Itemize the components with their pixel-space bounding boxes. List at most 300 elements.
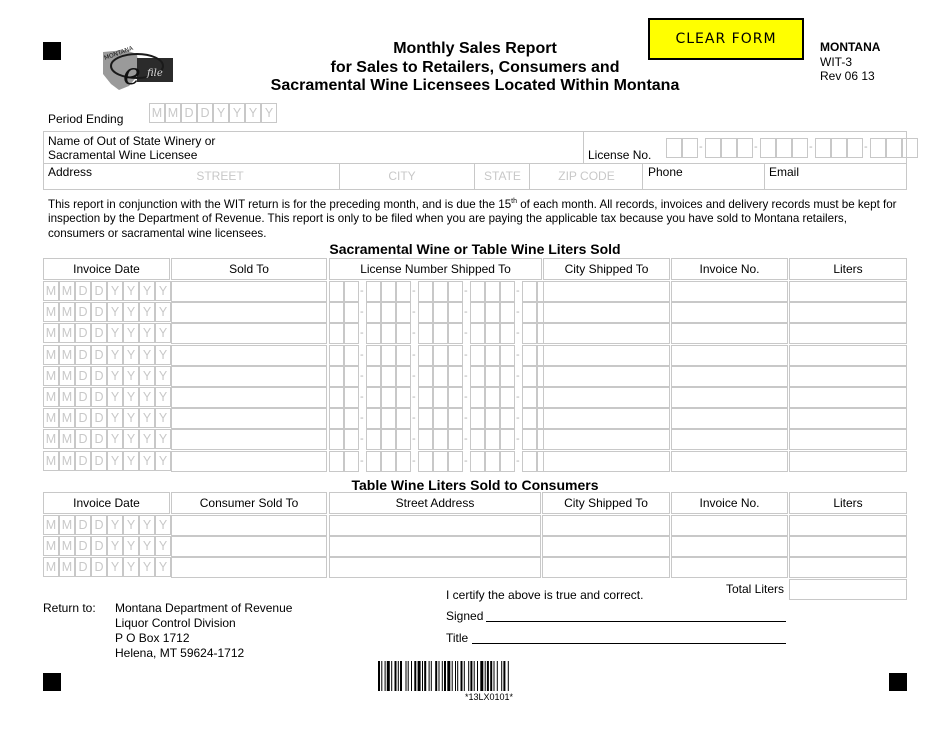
license-digit-box[interactable] xyxy=(329,302,344,323)
license-digit-box[interactable] xyxy=(344,366,359,387)
date-digit-placeholder[interactable]: Y xyxy=(107,323,123,343)
license-digit-box[interactable] xyxy=(381,345,396,366)
license-digit-box[interactable] xyxy=(448,408,463,429)
date-digit-placeholder[interactable]: Y xyxy=(107,302,123,322)
table-cell-input[interactable] xyxy=(789,408,907,429)
license-number-input[interactable] xyxy=(329,345,542,366)
date-digit-placeholder[interactable]: M xyxy=(43,366,59,386)
date-digit-placeholder[interactable]: M xyxy=(59,323,75,343)
license-digit-box[interactable] xyxy=(418,345,433,366)
license-digit-box[interactable] xyxy=(448,429,463,450)
table-cell-input[interactable] xyxy=(543,429,670,450)
date-digit-placeholder[interactable]: Y xyxy=(107,515,123,535)
date-digit-placeholder[interactable]: D xyxy=(91,302,107,322)
license-digit-box[interactable] xyxy=(448,302,463,323)
license-digit-box[interactable] xyxy=(485,429,500,450)
license-digit-box[interactable] xyxy=(485,345,500,366)
date-digit-placeholder[interactable]: D xyxy=(75,366,91,386)
license-digit-box[interactable] xyxy=(760,138,776,158)
date-digit-placeholder[interactable]: M xyxy=(59,281,75,301)
date-digit-placeholder[interactable]: D xyxy=(197,103,213,123)
license-number-input[interactable] xyxy=(329,302,542,323)
table-cell-input[interactable] xyxy=(789,302,907,323)
date-digit-placeholder[interactable]: M xyxy=(59,429,75,449)
license-digit-box[interactable] xyxy=(381,408,396,429)
license-digit-box[interactable] xyxy=(705,138,721,158)
date-digit-placeholder[interactable]: M xyxy=(43,323,59,343)
license-digit-box[interactable] xyxy=(470,366,485,387)
license-digit-box[interactable] xyxy=(470,345,485,366)
license-digit-box[interactable] xyxy=(485,387,500,408)
date-digit-placeholder[interactable]: Y xyxy=(155,515,171,535)
license-digit-box[interactable] xyxy=(500,387,515,408)
license-digit-box[interactable] xyxy=(396,302,411,323)
table-cell-input[interactable] xyxy=(671,536,788,557)
table-cell-input[interactable] xyxy=(789,281,907,302)
invoice-date-input[interactable] xyxy=(43,302,171,322)
license-digit-box[interactable] xyxy=(737,138,753,158)
license-digit-box[interactable] xyxy=(366,366,381,387)
license-digit-box[interactable] xyxy=(470,323,485,344)
table-cell-input[interactable] xyxy=(543,302,670,323)
license-digit-box[interactable] xyxy=(448,281,463,302)
date-digit-placeholder[interactable]: M xyxy=(59,536,75,556)
license-digit-box[interactable] xyxy=(396,281,411,302)
table-cell-input[interactable] xyxy=(171,408,327,429)
license-digit-box[interactable] xyxy=(500,451,515,472)
table-cell-input[interactable] xyxy=(171,536,327,557)
license-digit-box[interactable] xyxy=(344,408,359,429)
license-digit-box[interactable] xyxy=(366,429,381,450)
date-digit-placeholder[interactable]: D xyxy=(91,387,107,407)
date-digit-placeholder[interactable]: D xyxy=(91,366,107,386)
license-digit-box[interactable] xyxy=(418,323,433,344)
date-digit-placeholder[interactable]: M xyxy=(43,515,59,535)
date-digit-placeholder[interactable]: Y xyxy=(139,429,155,449)
license-digit-box[interactable] xyxy=(433,408,448,429)
license-number-input[interactable] xyxy=(329,366,542,387)
invoice-date-input[interactable] xyxy=(43,281,171,301)
license-digit-box[interactable] xyxy=(396,429,411,450)
date-digit-placeholder[interactable]: D xyxy=(75,515,91,535)
table-cell-input[interactable] xyxy=(171,302,327,323)
license-digit-box[interactable] xyxy=(329,323,344,344)
date-digit-placeholder[interactable]: D xyxy=(75,451,91,471)
date-digit-placeholder[interactable]: D xyxy=(91,515,107,535)
table-cell-input[interactable] xyxy=(542,557,670,578)
date-digit-placeholder[interactable]: Y xyxy=(107,536,123,556)
date-digit-placeholder[interactable]: M xyxy=(43,302,59,322)
date-digit-placeholder[interactable]: D xyxy=(75,408,91,428)
date-digit-placeholder[interactable]: M xyxy=(43,345,59,365)
license-digit-box[interactable] xyxy=(381,387,396,408)
license-digit-box[interactable] xyxy=(344,323,359,344)
license-digit-box[interactable] xyxy=(366,408,381,429)
license-digit-box[interactable] xyxy=(448,366,463,387)
license-digit-box[interactable] xyxy=(433,451,448,472)
date-digit-placeholder[interactable]: D xyxy=(181,103,197,123)
date-digit-placeholder[interactable]: D xyxy=(91,345,107,365)
date-digit-placeholder[interactable]: Y xyxy=(139,451,155,471)
license-digit-box[interactable] xyxy=(418,429,433,450)
license-digit-box[interactable] xyxy=(396,408,411,429)
date-digit-placeholder[interactable]: Y xyxy=(139,557,155,577)
table-cell-input[interactable] xyxy=(171,281,327,302)
date-digit-placeholder[interactable]: Y xyxy=(155,557,171,577)
table-cell-input[interactable] xyxy=(543,323,670,344)
table-cell-input[interactable] xyxy=(329,557,541,578)
license-digit-box[interactable] xyxy=(329,387,344,408)
license-digit-box[interactable] xyxy=(485,451,500,472)
date-digit-placeholder[interactable]: Y xyxy=(139,536,155,556)
license-digit-box[interactable] xyxy=(366,302,381,323)
license-digit-box[interactable] xyxy=(470,302,485,323)
license-digit-box[interactable] xyxy=(396,366,411,387)
date-digit-placeholder[interactable]: Y xyxy=(139,515,155,535)
license-digit-box[interactable] xyxy=(522,366,537,387)
table-cell-input[interactable] xyxy=(671,323,788,344)
date-digit-placeholder[interactable]: Y xyxy=(155,323,171,343)
license-digit-box[interactable] xyxy=(381,366,396,387)
license-digit-box[interactable] xyxy=(500,281,515,302)
license-digit-box[interactable] xyxy=(776,138,792,158)
licensee-name-input[interactable] xyxy=(230,134,580,160)
date-digit-placeholder[interactable]: M xyxy=(43,429,59,449)
license-digit-box[interactable] xyxy=(433,429,448,450)
license-digit-box[interactable] xyxy=(396,387,411,408)
license-digit-box[interactable] xyxy=(815,138,831,158)
license-digit-box[interactable] xyxy=(366,281,381,302)
signed-line[interactable] xyxy=(486,621,786,622)
table-cell-input[interactable] xyxy=(671,451,788,472)
clear-form-button[interactable]: CLEAR FORM xyxy=(648,18,804,60)
table-cell-input[interactable] xyxy=(329,536,541,557)
date-digit-placeholder[interactable]: Y xyxy=(107,557,123,577)
license-digit-box[interactable] xyxy=(682,138,698,158)
date-digit-placeholder[interactable]: M xyxy=(165,103,181,123)
license-digit-box[interactable] xyxy=(381,429,396,450)
license-digit-box[interactable] xyxy=(396,451,411,472)
title-line[interactable] xyxy=(472,643,786,644)
invoice-date-input[interactable] xyxy=(43,323,171,343)
table-cell-input[interactable] xyxy=(543,387,670,408)
date-digit-placeholder[interactable]: M xyxy=(43,557,59,577)
license-digit-box[interactable] xyxy=(329,281,344,302)
date-digit-placeholder[interactable]: M xyxy=(59,387,75,407)
table-cell-input[interactable] xyxy=(329,515,541,536)
invoice-date-input[interactable] xyxy=(43,408,171,428)
date-digit-placeholder[interactable]: Y xyxy=(123,515,139,535)
license-number-input[interactable] xyxy=(329,408,542,429)
license-digit-box[interactable] xyxy=(381,323,396,344)
table-cell-input[interactable] xyxy=(171,429,327,450)
license-digit-box[interactable] xyxy=(500,429,515,450)
date-digit-placeholder[interactable]: Y xyxy=(139,345,155,365)
date-digit-placeholder[interactable]: D xyxy=(91,557,107,577)
date-digit-placeholder[interactable]: Y xyxy=(139,408,155,428)
license-digit-box[interactable] xyxy=(433,302,448,323)
license-digit-box[interactable] xyxy=(418,366,433,387)
date-digit-placeholder[interactable]: M xyxy=(43,281,59,301)
table-cell-input[interactable] xyxy=(171,557,327,578)
table-cell-input[interactable] xyxy=(171,345,327,366)
date-digit-placeholder[interactable]: M xyxy=(43,451,59,471)
license-digit-box[interactable] xyxy=(902,138,918,158)
license-digit-box[interactable] xyxy=(522,429,537,450)
license-digit-box[interactable] xyxy=(366,387,381,408)
invoice-date-input[interactable] xyxy=(43,536,171,556)
table-cell-input[interactable] xyxy=(789,536,907,557)
date-digit-placeholder[interactable]: Y xyxy=(229,103,245,123)
invoice-date-input[interactable] xyxy=(43,451,171,471)
license-digit-box[interactable] xyxy=(485,408,500,429)
table-cell-input[interactable] xyxy=(171,366,327,387)
license-digit-box[interactable] xyxy=(329,366,344,387)
table-cell-input[interactable] xyxy=(543,366,670,387)
date-digit-placeholder[interactable]: Y xyxy=(107,451,123,471)
date-digit-placeholder[interactable]: Y xyxy=(123,302,139,322)
table-cell-input[interactable] xyxy=(671,281,788,302)
invoice-date-input[interactable] xyxy=(43,429,171,449)
date-digit-placeholder[interactable]: D xyxy=(91,408,107,428)
license-digit-box[interactable] xyxy=(448,345,463,366)
table-cell-input[interactable] xyxy=(789,515,907,536)
table-cell-input[interactable] xyxy=(542,536,670,557)
date-digit-placeholder[interactable]: Y xyxy=(107,429,123,449)
invoice-date-input[interactable] xyxy=(43,515,171,535)
table-cell-input[interactable] xyxy=(789,345,907,366)
license-digit-box[interactable] xyxy=(381,302,396,323)
date-digit-placeholder[interactable]: Y xyxy=(107,281,123,301)
license-digit-box[interactable] xyxy=(448,451,463,472)
table-cell-input[interactable] xyxy=(671,387,788,408)
date-digit-placeholder[interactable]: Y xyxy=(123,408,139,428)
license-number-input[interactable] xyxy=(329,387,542,408)
table-cell-input[interactable] xyxy=(671,429,788,450)
date-digit-placeholder[interactable]: M xyxy=(59,366,75,386)
license-digit-box[interactable] xyxy=(344,302,359,323)
date-digit-placeholder[interactable]: D xyxy=(75,281,91,301)
date-digit-placeholder[interactable]: D xyxy=(75,387,91,407)
license-digit-box[interactable] xyxy=(396,323,411,344)
license-number-input[interactable] xyxy=(329,323,542,344)
table-cell-input[interactable] xyxy=(789,451,907,472)
date-digit-placeholder[interactable]: M xyxy=(59,557,75,577)
date-digit-placeholder[interactable]: Y xyxy=(123,366,139,386)
license-digit-box[interactable] xyxy=(485,366,500,387)
table-cell-input[interactable] xyxy=(171,323,327,344)
table-cell-input[interactable] xyxy=(789,557,907,578)
license-digit-box[interactable] xyxy=(522,302,537,323)
table-cell-input[interactable] xyxy=(543,451,670,472)
date-digit-placeholder[interactable]: Y xyxy=(155,302,171,322)
invoice-date-input[interactable] xyxy=(43,345,171,365)
table-cell-input[interactable] xyxy=(543,408,670,429)
license-digit-box[interactable] xyxy=(500,302,515,323)
date-digit-placeholder[interactable]: D xyxy=(75,345,91,365)
license-digit-box[interactable] xyxy=(418,302,433,323)
date-digit-placeholder[interactable]: Y xyxy=(155,536,171,556)
license-digit-box[interactable] xyxy=(448,387,463,408)
period-ending-date[interactable] xyxy=(149,103,277,123)
date-digit-placeholder[interactable]: Y xyxy=(123,451,139,471)
table-cell-input[interactable] xyxy=(789,429,907,450)
license-digit-box[interactable] xyxy=(485,281,500,302)
license-digit-box[interactable] xyxy=(433,387,448,408)
date-digit-placeholder[interactable]: Y xyxy=(139,387,155,407)
table-cell-input[interactable] xyxy=(671,366,788,387)
license-digit-box[interactable] xyxy=(396,345,411,366)
license-digit-box[interactable] xyxy=(470,387,485,408)
date-digit-placeholder[interactable]: M xyxy=(149,103,165,123)
license-digit-box[interactable] xyxy=(329,429,344,450)
table-cell-input[interactable] xyxy=(171,451,327,472)
table-cell-input[interactable] xyxy=(671,557,788,578)
license-digit-box[interactable] xyxy=(470,451,485,472)
date-digit-placeholder[interactable]: Y xyxy=(123,429,139,449)
license-digit-box[interactable] xyxy=(500,408,515,429)
date-digit-placeholder[interactable]: Y xyxy=(107,387,123,407)
license-digit-box[interactable] xyxy=(485,323,500,344)
license-digit-box[interactable] xyxy=(522,281,537,302)
license-digit-box[interactable] xyxy=(433,323,448,344)
license-digit-box[interactable] xyxy=(329,408,344,429)
date-digit-placeholder[interactable]: M xyxy=(43,387,59,407)
table-cell-input[interactable] xyxy=(789,387,907,408)
date-digit-placeholder[interactable]: Y xyxy=(155,451,171,471)
license-digit-box[interactable] xyxy=(433,345,448,366)
total-liters-input[interactable] xyxy=(789,579,907,600)
date-digit-placeholder[interactable]: Y xyxy=(245,103,261,123)
license-digit-box[interactable] xyxy=(522,451,537,472)
license-number-input[interactable] xyxy=(666,138,882,160)
license-digit-box[interactable] xyxy=(344,451,359,472)
license-digit-box[interactable] xyxy=(344,345,359,366)
date-digit-placeholder[interactable]: Y xyxy=(139,366,155,386)
date-digit-placeholder[interactable]: Y xyxy=(213,103,229,123)
table-cell-input[interactable] xyxy=(171,387,327,408)
license-digit-box[interactable] xyxy=(381,451,396,472)
license-digit-box[interactable] xyxy=(433,281,448,302)
license-digit-box[interactable] xyxy=(847,138,863,158)
license-digit-box[interactable] xyxy=(721,138,737,158)
date-digit-placeholder[interactable]: Y xyxy=(123,557,139,577)
license-digit-box[interactable] xyxy=(366,323,381,344)
table-cell-input[interactable] xyxy=(671,515,788,536)
date-digit-placeholder[interactable]: Y xyxy=(155,366,171,386)
date-digit-placeholder[interactable]: D xyxy=(75,536,91,556)
license-digit-box[interactable] xyxy=(329,451,344,472)
table-cell-input[interactable] xyxy=(542,515,670,536)
table-cell-input[interactable] xyxy=(789,366,907,387)
date-digit-placeholder[interactable]: M xyxy=(59,302,75,322)
date-digit-placeholder[interactable]: M xyxy=(59,408,75,428)
date-digit-placeholder[interactable]: Y xyxy=(107,345,123,365)
license-digit-box[interactable] xyxy=(448,323,463,344)
license-digit-box[interactable] xyxy=(344,281,359,302)
date-digit-placeholder[interactable]: Y xyxy=(107,366,123,386)
license-digit-box[interactable] xyxy=(886,138,902,158)
license-digit-box[interactable] xyxy=(500,323,515,344)
license-number-input[interactable] xyxy=(329,451,542,472)
license-digit-box[interactable] xyxy=(792,138,808,158)
date-digit-placeholder[interactable]: D xyxy=(91,281,107,301)
date-digit-placeholder[interactable]: Y xyxy=(107,408,123,428)
date-digit-placeholder[interactable]: M xyxy=(59,515,75,535)
table-cell-input[interactable] xyxy=(543,345,670,366)
table-cell-input[interactable] xyxy=(671,408,788,429)
date-digit-placeholder[interactable]: D xyxy=(91,536,107,556)
date-digit-placeholder[interactable]: Y xyxy=(123,323,139,343)
table-cell-input[interactable] xyxy=(671,345,788,366)
license-digit-box[interactable] xyxy=(366,451,381,472)
license-digit-box[interactable] xyxy=(485,302,500,323)
license-digit-box[interactable] xyxy=(366,345,381,366)
license-number-input[interactable] xyxy=(329,429,542,450)
license-digit-box[interactable] xyxy=(470,281,485,302)
date-digit-placeholder[interactable]: M xyxy=(59,345,75,365)
table-cell-input[interactable] xyxy=(671,302,788,323)
table-cell-input[interactable] xyxy=(789,323,907,344)
date-digit-placeholder[interactable]: M xyxy=(43,536,59,556)
license-digit-box[interactable] xyxy=(870,138,886,158)
table-cell-input[interactable] xyxy=(543,281,670,302)
license-digit-box[interactable] xyxy=(329,345,344,366)
license-digit-box[interactable] xyxy=(418,408,433,429)
date-digit-placeholder[interactable]: D xyxy=(75,429,91,449)
license-number-input[interactable] xyxy=(329,281,542,302)
date-digit-placeholder[interactable]: Y xyxy=(123,387,139,407)
license-digit-box[interactable] xyxy=(381,281,396,302)
date-digit-placeholder[interactable]: D xyxy=(91,429,107,449)
date-digit-placeholder[interactable]: M xyxy=(43,408,59,428)
license-digit-box[interactable] xyxy=(522,323,537,344)
license-digit-box[interactable] xyxy=(522,408,537,429)
table-cell-input[interactable] xyxy=(171,515,327,536)
license-digit-box[interactable] xyxy=(433,366,448,387)
date-digit-placeholder[interactable]: Y xyxy=(139,323,155,343)
date-digit-placeholder[interactable]: M xyxy=(59,451,75,471)
license-digit-box[interactable] xyxy=(831,138,847,158)
license-digit-box[interactable] xyxy=(500,345,515,366)
license-digit-box[interactable] xyxy=(344,429,359,450)
license-digit-box[interactable] xyxy=(500,366,515,387)
invoice-date-input[interactable] xyxy=(43,366,171,386)
phone-field[interactable] xyxy=(643,164,765,189)
license-digit-box[interactable] xyxy=(666,138,682,158)
date-digit-placeholder[interactable]: Y xyxy=(155,281,171,301)
date-digit-placeholder[interactable]: Y xyxy=(139,302,155,322)
date-digit-placeholder[interactable]: D xyxy=(91,323,107,343)
date-digit-placeholder[interactable]: D xyxy=(91,451,107,471)
license-digit-box[interactable] xyxy=(470,408,485,429)
license-digit-box[interactable] xyxy=(418,281,433,302)
date-digit-placeholder[interactable]: D xyxy=(75,557,91,577)
license-digit-box[interactable] xyxy=(522,345,537,366)
invoice-date-input[interactable] xyxy=(43,557,171,577)
date-digit-placeholder[interactable]: Y xyxy=(155,345,171,365)
date-digit-placeholder[interactable]: Y xyxy=(123,536,139,556)
license-digit-box[interactable] xyxy=(522,387,537,408)
date-digit-placeholder[interactable]: Y xyxy=(155,387,171,407)
date-digit-placeholder[interactable]: Y xyxy=(261,103,277,123)
date-digit-placeholder[interactable]: D xyxy=(75,302,91,322)
license-digit-box[interactable] xyxy=(418,451,433,472)
date-digit-placeholder[interactable]: Y xyxy=(139,281,155,301)
license-digit-box[interactable] xyxy=(470,429,485,450)
license-digit-box[interactable] xyxy=(418,387,433,408)
date-digit-placeholder[interactable]: D xyxy=(75,323,91,343)
